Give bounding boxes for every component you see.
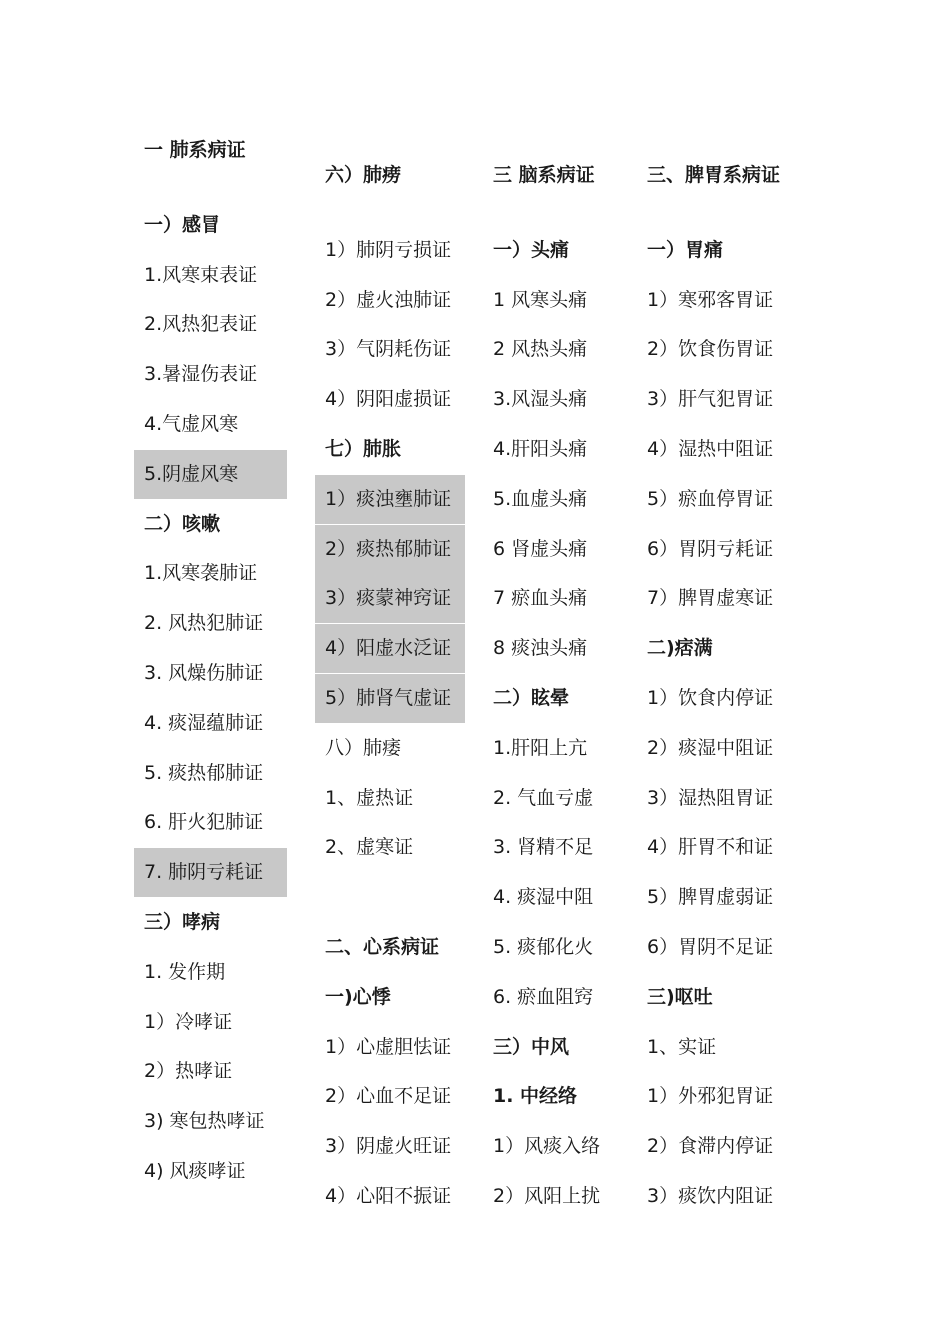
list-item: 3）湿热阻胃证 <box>647 786 774 809</box>
list-item: 1）心虚胆怯证 <box>325 1035 452 1058</box>
list-item: 6. 肝火犯肺证 <box>144 811 264 834</box>
list-item: 1）外邪犯胃证 <box>647 1085 774 1108</box>
list-item: 3. 风燥伤肺证 <box>144 662 264 684</box>
section-heading: 1. 中经络 <box>493 1085 578 1108</box>
list-item: 6）胃阴亏耗证 <box>647 537 774 560</box>
list-item: 4.气虚风寒 <box>144 413 239 435</box>
list-item: 3）痰蒙神窍证 <box>315 574 465 623</box>
list-item: 4）湿热中阻证 <box>647 438 774 460</box>
list-item: 6. 瘀血阻窍 <box>493 985 594 1008</box>
section-heading: 二）咳嗽 <box>144 512 221 535</box>
list-item: 1）痰浊壅肺证 <box>315 475 465 524</box>
section-heading: 一）感冒 <box>144 213 221 236</box>
section-heading: 三）中风 <box>493 1035 570 1058</box>
list-item: 5.阴虚风寒 <box>134 450 287 499</box>
list-item: 1）冷哮证 <box>144 1010 233 1033</box>
list-item: 1. 发作期 <box>144 960 226 983</box>
list-item: 2）风阳上扰 <box>493 1185 601 1207</box>
list-item: 3.风湿头痛 <box>493 388 588 411</box>
list-item: 2 风热头痛 <box>493 338 588 361</box>
list-item: 4）阴阳虚损证 <box>325 388 452 411</box>
list-item: 8 痰浊头痛 <box>493 637 588 660</box>
section-heading: 一）胃痛 <box>647 238 724 261</box>
section-heading: 六）肺痨 <box>325 164 402 186</box>
section-heading: 七）肺胀 <box>325 438 402 460</box>
list-item: 4）肝胃不和证 <box>647 836 774 859</box>
list-item: 4) 风痰哮证 <box>144 1160 246 1182</box>
list-item: 1）肺阴亏损证 <box>325 238 452 261</box>
list-item: 7. 肺阴亏耗证 <box>134 848 287 897</box>
list-item: 2、虚寒证 <box>325 836 414 859</box>
section-heading: 三）哮病 <box>144 911 221 933</box>
section-heading: 三、脾胃系病证 <box>647 164 781 186</box>
section-heading: 一)心悸 <box>325 985 391 1008</box>
list-item: 3）痰饮内阻证 <box>647 1185 774 1207</box>
list-item: 4. 痰湿中阻 <box>493 886 594 909</box>
list-item: 2）痰热郁肺证 <box>315 525 465 574</box>
section-heading: 一 肺系病证 <box>144 139 246 161</box>
list-item: 1.风寒袭肺证 <box>144 562 258 585</box>
list-item: 5）瘀血停胃证 <box>647 487 774 510</box>
section-heading: 一）头痛 <box>493 238 570 261</box>
list-item: 1、虚热证 <box>325 786 414 809</box>
list-item: 八）肺痿 <box>325 736 402 759</box>
list-item: 5. 痰热郁肺证 <box>144 761 264 784</box>
list-item: 1）寒邪客胃证 <box>647 288 774 311</box>
section-heading: 二)痞满 <box>647 637 713 660</box>
list-item: 2）食滞内停证 <box>647 1135 774 1158</box>
list-item: 2）饮食伤胃证 <box>647 338 774 361</box>
list-item: 7 瘀血头痛 <box>493 587 588 610</box>
list-item: 4）心阳不振证 <box>325 1185 452 1207</box>
list-item: 1、实证 <box>647 1035 717 1058</box>
section-heading: 二）眩晕 <box>493 687 570 709</box>
list-item: 3）肝气犯胃证 <box>647 388 774 411</box>
list-item: 3) 寒包热哮证 <box>144 1110 265 1133</box>
list-item: 1）饮食内停证 <box>647 687 774 709</box>
list-item: 5）肺肾气虚证 <box>315 674 465 723</box>
list-item: 3）气阴耗伤证 <box>325 338 452 361</box>
list-item: 3. 肾精不足 <box>493 836 594 859</box>
list-item: 2）热哮证 <box>144 1060 233 1083</box>
list-item: 1 风寒头痛 <box>493 288 588 311</box>
list-item: 5）脾胃虚弱证 <box>647 886 774 909</box>
section-heading: 三 脑系病证 <box>493 164 595 186</box>
list-item: 5.血虚头痛 <box>493 487 588 510</box>
list-item: 1.肝阳上亢 <box>493 736 588 759</box>
list-item: 6 肾虚头痛 <box>493 537 588 560</box>
list-item: 6）胃阴不足证 <box>647 936 774 958</box>
list-item: 2. 风热犯肺证 <box>144 612 264 635</box>
list-item: 5. 痰郁化火 <box>493 936 594 958</box>
list-item: 4）阳虚水泛证 <box>315 624 465 673</box>
list-item: 4.肝阳头痛 <box>493 438 588 460</box>
list-item: 2）痰湿中阻证 <box>647 736 774 759</box>
list-item: 3）阴虚火旺证 <box>325 1135 452 1158</box>
list-item: 4. 痰湿蕴肺证 <box>144 711 264 734</box>
list-item: 2. 气血亏虚 <box>493 786 594 809</box>
list-item: 1.风寒束表证 <box>144 263 258 286</box>
list-item: 7）脾胃虚寒证 <box>647 587 774 610</box>
list-item: 2.风热犯表证 <box>144 313 258 336</box>
list-item: 1）风痰入络 <box>493 1135 601 1158</box>
list-item: 3.暑湿伤表证 <box>144 363 258 386</box>
list-item: 2）虚火浊肺证 <box>325 288 452 311</box>
list-item: 2）心血不足证 <box>325 1085 452 1108</box>
section-heading: 二、心系病证 <box>325 936 440 958</box>
section-heading: 三)呕吐 <box>647 985 713 1008</box>
